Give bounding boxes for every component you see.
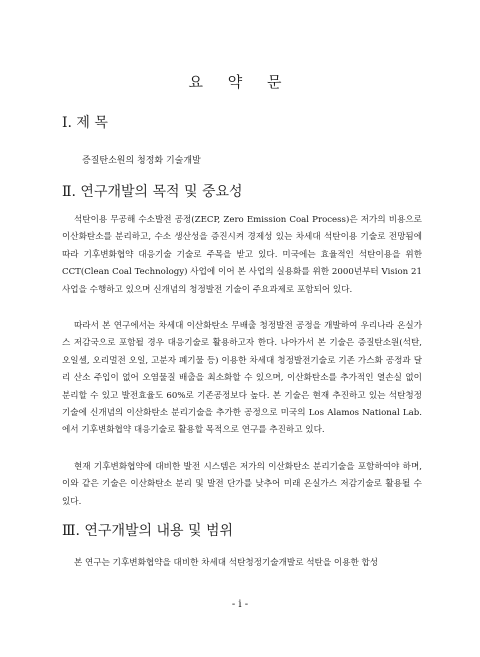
purpose-paragraph-3: 현재 기후변화협약에 대비한 발전 시스템은 저가의 이산화탄소 분리기술을 포함하여야 하며, 이와 같은 기술은 이산화탄소 분리 및 발전 단가를 낮추어 미래 온실가스 저감기술로 활용될 수 있다. xyxy=(62,462,422,507)
purpose-paragraph-1: 석탄이용 무공해 수소발전 공정(ZECP, Zero Emission Coal Process)은 저가의 비용으로 이산화탄소를 분리하고, 수소 생산성을 증진시켜 경제성 있는 차세대 석탄이용 기술로 전망됨에 따라 기후변화협약 대응기술 기술로 주목을 받고 있다. 미국에는 효율적인 석탄이용을 위한 CCT(Clean Coal Technology) 사업에 이어 본 사업의 실용화를 위한 2000년부터 Vision 21 사업을 수행하고 있으며 신개념의 청정발전 기술이 주요과제로 포함되어 있다. xyxy=(62,215,422,295)
section-heading-scope: Ⅲ. 연구개발의 내용 및 범위 xyxy=(62,523,233,539)
report-topic: 증질탄소원의 청정화 기술개발 xyxy=(82,156,201,166)
page-title: 요 약 문 xyxy=(188,73,292,91)
purpose-paragraph-2: 따라서 본 연구에서는 차세대 이산화탄소 무배출 청정발전 공정을 개발하여 우리나라 온실가스 저감국으로 포함될 경우 대응기술로 활용하고자 한다. 나아가서 본 기술은 증질탄소원(석탄, 오일셀, 오리멀전 오일, 고분자 폐기물 등) 이용한 차세대 청정발전기술로 기존 가스화 공정과 달리 산소 주입이 없어 오염물질 배출을 최소화할 수 있으며, 이산화탄소를 추가적인 열손실 없이 분리할 수 있고 발전효율도 60%로 기존공정보다 높다. 본 기술은 현재 추진하고 있는 석탄청정기술에 신개념의 이산화탄소 분리기술을 추가한 공정으로 미국의 Los Alamos National Lab.에서 기후변화협약 대응기술로 활용할 목적으로 연구를 추진하고 있다. xyxy=(62,321,422,436)
scope-paragraph-1: 본 연구는 기후변화협약을 대비한 차세대 석탄청정기술개발로 석탄을 이용한 합성 xyxy=(74,558,379,568)
section-heading-title: Ⅰ. 제 목 xyxy=(62,115,108,131)
page-number: - i - xyxy=(231,599,249,610)
section-heading-purpose: Ⅱ. 연구개발의 목적 및 중요성 xyxy=(62,184,243,200)
